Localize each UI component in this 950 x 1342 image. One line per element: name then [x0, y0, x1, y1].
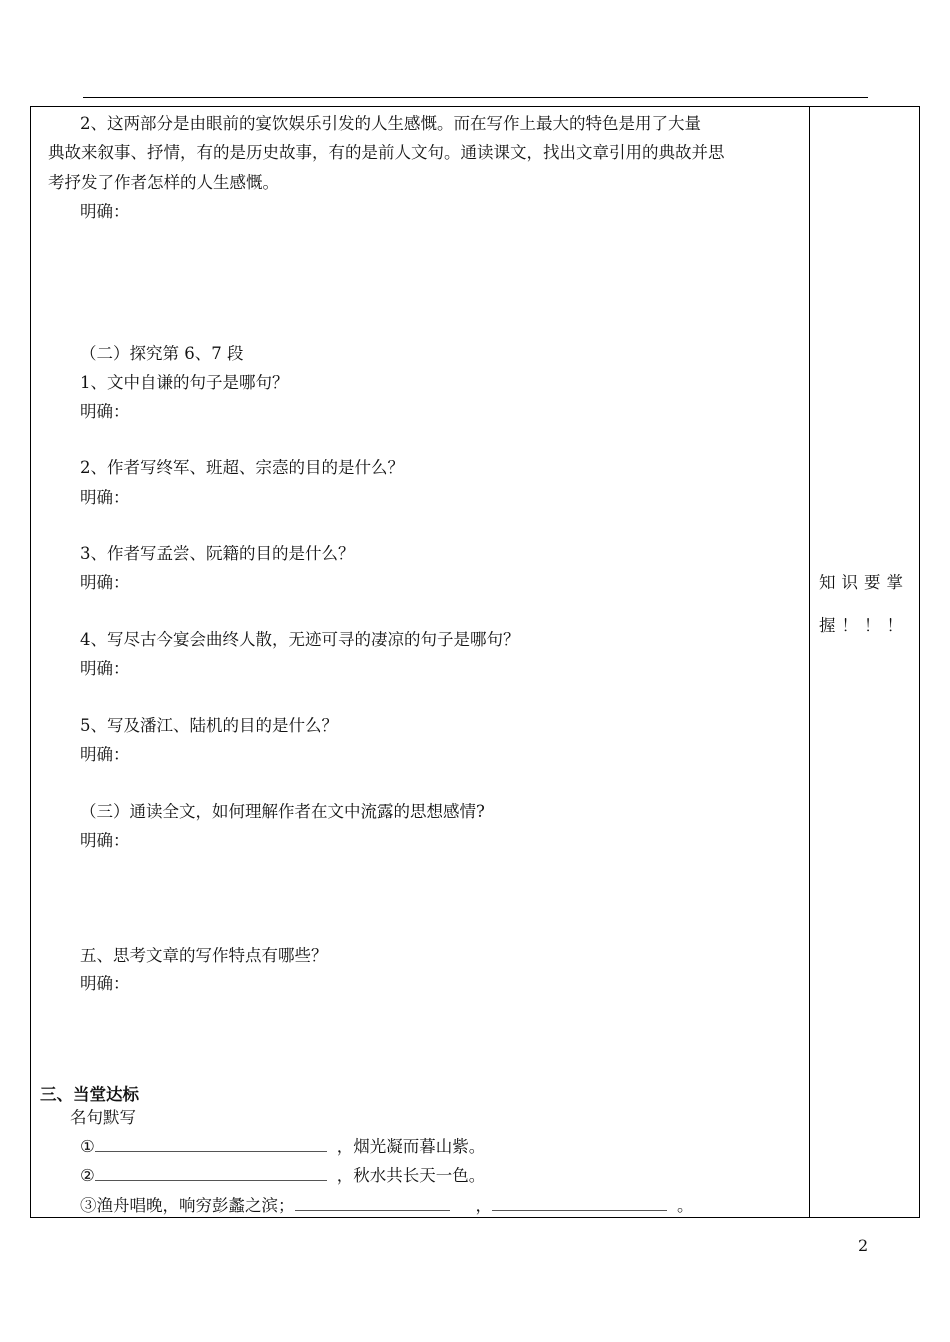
- recite-line-2: [80, 1166, 485, 1186]
- question-2-line-1: 2、这两部分是由眼前的宴饮娱乐引发的人生感慨。而在写作上最大的特色是用了大量: [80, 114, 701, 133]
- page-number: 2: [858, 1236, 869, 1255]
- recite-line-3-comma: ，: [475, 1196, 492, 1215]
- answer-label: 明确：: [80, 974, 130, 993]
- section-3-title: 三、当堂达标: [40, 1085, 139, 1104]
- answer-label: 明确：: [80, 745, 130, 764]
- subsection-2-question-1: 1、文中自谦的句子是哪句？: [80, 373, 289, 392]
- subsection-3-heading: （三）通读全文，如何理解作者在文中流露的思想感情?: [80, 802, 485, 821]
- circled-number-1: ①: [80, 1137, 95, 1156]
- question-2-line-2: 典故来叙事、抒情，有的是历史故事，有的是前人文句。通读课文，找出文章引用的典故并思: [48, 143, 725, 162]
- answer-label: 明确：: [80, 202, 130, 221]
- fill-in-blank-3[interactable]: [295, 1196, 450, 1211]
- recite-line-3-text: ③渔舟唱晚，响穷彭蠡之滨；: [80, 1196, 295, 1215]
- fill-in-blank-1[interactable]: [95, 1137, 327, 1152]
- recite-line-1-text: ，烟光凝而暮山紫。: [336, 1137, 486, 1156]
- header-rule: [83, 97, 868, 98]
- subsection-2-question-3: 3、作者写孟尝、阮籍的目的是什么？: [80, 544, 355, 563]
- answer-label: 明确：: [80, 831, 130, 850]
- subsection-2-question-4: 4、写尽古今宴会曲终人散，无迹可寻的凄凉的句子是哪句？: [80, 630, 520, 649]
- answer-label: 明确：: [80, 659, 130, 678]
- recite-line-3: [80, 1196, 694, 1216]
- column-divider: [809, 107, 810, 1217]
- answer-label: 明确：: [80, 488, 130, 507]
- subsection-2-question-2: 2、作者写终军、班超、宗悫的目的是什么？: [80, 458, 404, 477]
- answer-label: 明确：: [80, 573, 130, 592]
- subsection-2-question-5: 5、写及潘江、陆机的目的是什么？: [80, 716, 338, 735]
- side-note-line-2: 握！！！: [819, 616, 909, 635]
- answer-label: 明确：: [80, 402, 130, 421]
- fill-in-blank-4[interactable]: [492, 1196, 667, 1211]
- worksheet-table: [30, 106, 920, 1218]
- recite-line-2-text: ，秋水共长天一色。: [336, 1166, 486, 1185]
- fill-in-blank-2[interactable]: [95, 1166, 327, 1181]
- recite-line-3-end: 。: [677, 1196, 694, 1215]
- recite-title: 名句默写: [70, 1108, 136, 1127]
- subsection-2-heading: （二）探究第 6、7 段: [80, 344, 244, 363]
- question-2-line-3: 考抒发了作者怎样的人生感慨。: [48, 173, 279, 192]
- section-5-question: 五、思考文章的写作特点有哪些？: [80, 946, 328, 965]
- side-note-line-1: 知识要掌: [819, 573, 909, 592]
- circled-number-2: ②: [80, 1166, 95, 1185]
- recite-line-1: [80, 1137, 485, 1157]
